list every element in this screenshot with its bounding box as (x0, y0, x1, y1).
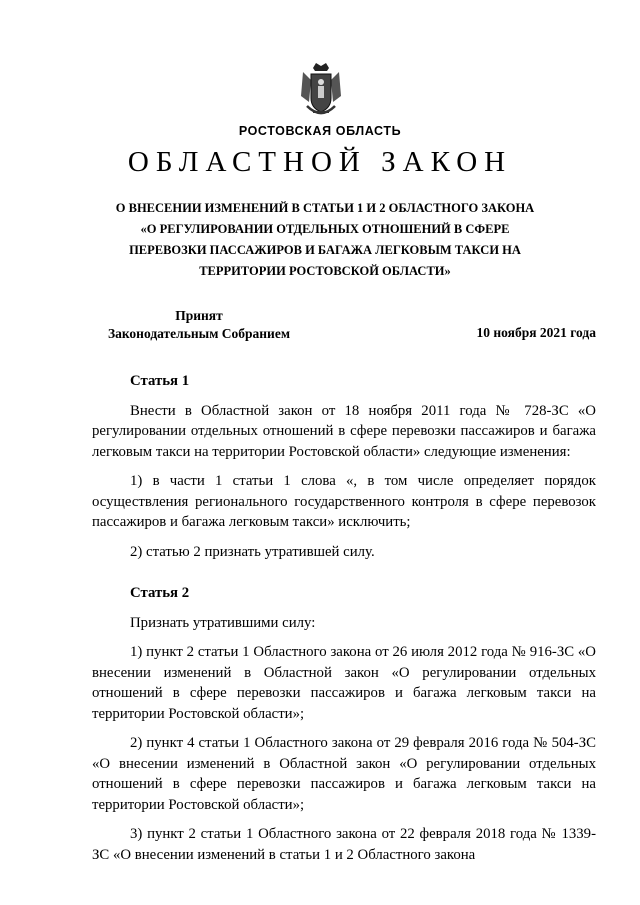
law-heading (70, 198, 580, 282)
article-paragraph: 2) статью 2 признать утратившей силу. (130, 543, 375, 560)
law-heading-line: О ВНЕСЕНИИ ИЗМЕНЕНИЙ В СТАТЬИ 1 И 2 ОБЛАСТНОГО ЗАКОНА (115, 201, 535, 215)
article-paragraph: 3) пункт 2 статьи 1 Областного закона от 22 февраля 2018 года № 1339-ЗС «О внесении изменений в статьи 1 и 2 Областного закона (92, 826, 596, 863)
article-paragraph: Признать утратившими силу: (130, 614, 316, 631)
law-type-title: ОБЛАСТНОЙ ЗАКОН (127, 146, 513, 178)
article-title: Статья 2 (130, 585, 190, 601)
law-heading-line: «О РЕГУЛИРОВАНИИ ОТДЕЛЬНЫХ ОТНОШЕНИЙ В СФЕРЕ (140, 222, 510, 236)
adoption-body (92, 307, 306, 343)
region-name: РОСТОВСКАЯ ОБЛАСТЬ (238, 124, 402, 138)
adoption-line-accepted: Принят (175, 308, 223, 323)
adoption-line-assembly: Законодательным Собранием (107, 326, 291, 341)
article-paragraph: Внести в Областной закон от 18 ноября 2011 года № 728-ЗС «О регулировании отдельных отношений в сфере перевозки пассажиров и багажа легковым такси на территории Ростовской области» следующие изменения: (92, 402, 596, 460)
law-heading-line: ПЕРЕВОЗКИ ПАССАЖИРОВ И БАГАЖА ЛЕГКОВЫМ ТАКСИ НА (129, 243, 521, 257)
article-title: Статья 1 (130, 373, 190, 389)
article-paragraph: 1) пункт 2 статьи 1 Областного закона от 26 июля 2012 года № 916-ЗС «О внесении изменений в Областной закон «О регулировании отдельных отношений в сфере перевозки пассажиров и багажа легковым такси на территории Ростовской области»; (92, 644, 596, 722)
adoption-date: 10 ноября 2021 года (476, 325, 596, 340)
article-paragraph: 1) в части 1 статьи 1 слова «, в том числе определяет порядок осуществления регионального государственного контроля в сфере перевозок пассажиров и багажа легковым такси» исключить; (92, 473, 596, 530)
law-body (92, 371, 596, 874)
law-heading-line: ТЕРРИТОРИИ РОСТОВСКОЙ ОБЛАСТИ» (199, 264, 451, 278)
article-paragraph: 2) пункт 4 статьи 1 Областного закона от 29 февраля 2016 года № 504-ЗС «О внесении изменений в Областной закон «О регулировании отдельных отношений в сфере перевозки пассажиров и багажа легковым такси на территории Ростовской области»; (92, 735, 596, 813)
rostov-region-coat-of-arms-icon (299, 62, 343, 120)
